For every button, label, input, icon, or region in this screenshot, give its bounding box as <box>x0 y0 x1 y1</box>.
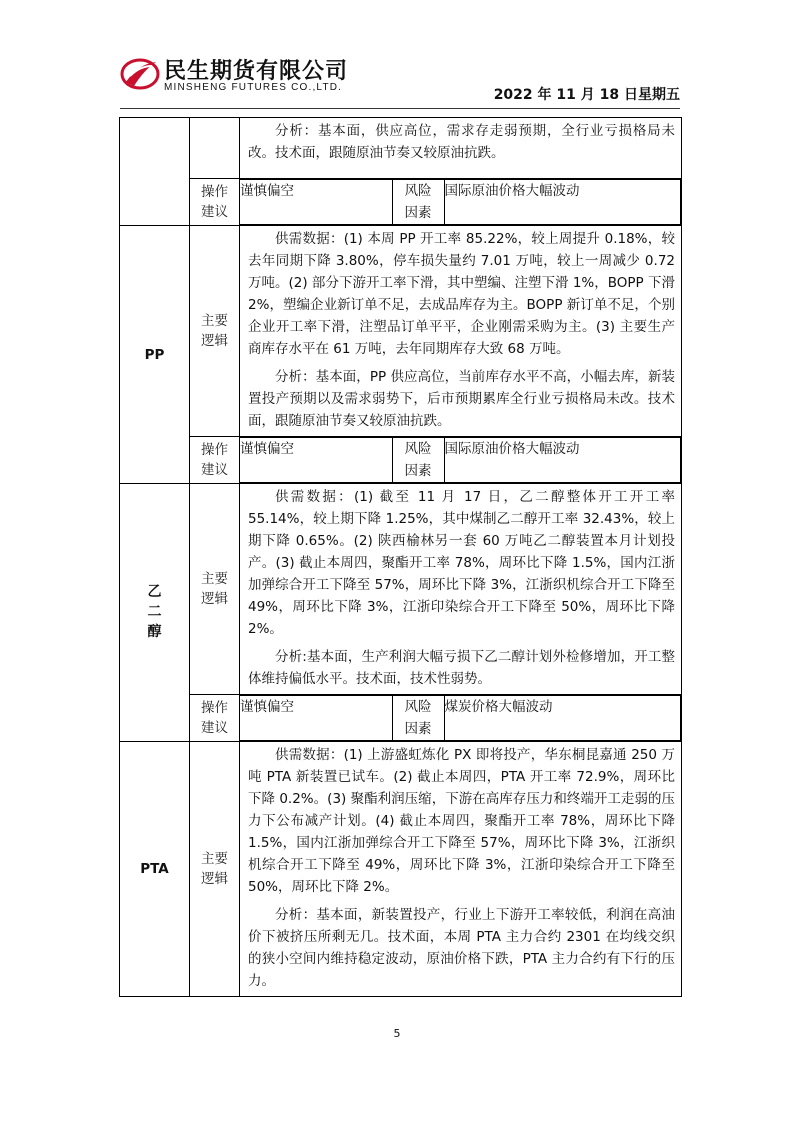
brand-name-cn: 民生期货有限公司 <box>164 59 349 84</box>
pta-product-cell <box>120 742 190 997</box>
report-date: 2022 年 11 月 18 日星期五 <box>493 87 680 103</box>
page-number: 5 <box>393 1027 401 1040</box>
eg-product-name: 乙二醇 <box>147 584 162 640</box>
pp-risk-label: 风险 因素 <box>392 438 444 483</box>
pp-op-value: 谨慎偏空 <box>240 438 392 483</box>
pp-risk-value: 国际原油价格大幅波动 <box>444 438 681 483</box>
prev-analysis-row <box>120 118 682 179</box>
eg-risk-value: 煤炭价格大幅波动 <box>444 696 681 741</box>
pta-logic-label: 主要 逻辑 <box>190 742 240 997</box>
eg-supply-text: 供需数据：(1) 截至 11 月 17 日，乙二醇整体开工开工率 55.14%，较上期下降 1.25%，其中煤制乙二醇开工率 32.43%，较上期下降 0.65%。(2) 陕西榆林另一套 60 万吨乙二醇装置本月计划投产。(3) 截止本周四，聚酯开工率 78%，周环比下降 1.5%，国内江浙加弹综合开工下降至 57%，周环比下降 3%，江浙织机综合开工下降至 49%，周环比下降 3%，江浙印染综合开工下降至 50%，周环比下降 2%。 <box>248 489 675 637</box>
pp-product-cell <box>120 226 190 484</box>
prev-op-value: 谨慎偏空 <box>240 180 392 225</box>
eg-analysis-text: 分析:基本面，生产利润大幅亏损下乙二醇计划外检修增加，开工整体维持偏低水平。技术面，技术性弱势。 <box>248 649 675 687</box>
pta-logic-row <box>120 742 682 997</box>
pp-op-row <box>120 437 682 484</box>
brand-name-en: MINSHENG FUTURES CO.,LTD. <box>164 82 343 93</box>
pta-product-name: PTA <box>140 861 169 877</box>
pp-supply-text: 供需数据：(1) 本周 PP 开工率 85.22%，较上周提升 0.18%，较去年同期下降 3.80%，停车损失量约 7.01 万吨，较上一周减少 0.72 万吨。(2) 部分下游开工率下滑，其中塑编、注塑下滑 1%，BOPP 下滑 2%，塑编企业新订单不足，去成品库存为主。BOPP 新订单不足，个别企业开工率下滑，注塑品订单平平，企业刚需采购为主。(3) 主要生产商库存水平在 61 万吨，去年同期库存大致 68 万吨。 <box>248 231 675 357</box>
eg-op-value: 谨慎偏空 <box>240 696 392 741</box>
eg-logic-row <box>120 484 682 695</box>
prev-op-label: 操作 建议 <box>190 179 240 226</box>
prev-logic-label <box>190 118 240 179</box>
logo-swoosh-icon <box>120 56 160 92</box>
pp-analysis-text: 分析：基本面，PP 供应高位，当前库存水平不高，小幅去库，新装置投产预期以及需求弱势下，后市预期累库全行业亏损格局未改。技术面，跟随原油节奏又较原油抗跌。 <box>248 369 675 429</box>
prev-analysis-text: 分析：基本面，供应高位，需求存走弱预期，全行业亏损格局未改。技术面，跟随原油节奏又较原油抗跌。 <box>248 123 675 161</box>
page-header <box>120 52 680 102</box>
pp-logic-row <box>120 226 682 437</box>
pp-logic-label: 主要 逻辑 <box>190 226 240 437</box>
prev-risk-value: 国际原油价格大幅波动 <box>444 180 681 225</box>
prev-product-cell <box>120 118 190 226</box>
prev-op-row <box>120 179 682 226</box>
company-logo <box>120 52 360 100</box>
commodity-table <box>119 117 682 997</box>
eg-risk-label: 风险 因素 <box>392 696 444 741</box>
header-divider <box>120 108 680 109</box>
eg-logic-label: 主要 逻辑 <box>190 484 240 695</box>
prev-risk-label: 风险 因素 <box>392 180 444 225</box>
eg-product-cell <box>120 484 190 742</box>
pp-product-name: PP <box>144 346 165 363</box>
eg-op-row <box>120 695 682 742</box>
pp-op-label: 操作 建议 <box>190 437 240 484</box>
eg-op-label: 操作 建议 <box>190 695 240 742</box>
pta-supply-text: 供需数据：(1) 上游盛虹炼化 PX 即将投产，华东桐昆嘉通 250 万吨 PTA 新装置已试车。(2) 截止本周四，PTA 开工率 72.9%，周环比下降 0.2%。(3) 聚酯利润压缩，下游在高库存压力和终端开工走弱的压力下公布减产计划。(4) 截止本周四，聚酯开工率 78%，周环比下降 1.5%，国内江浙加弹综合开工下降至 57%，周环比下降 3%，江浙织机综合开工下降至 49%，周环比下降 3%，江浙印染综合开工下降至 50%，周环比下降 2%。 <box>248 747 675 895</box>
pta-analysis-text: 分析：基本面，新装置投产，行业上下游开工率较低，利润在高油价下被挤压所剩无几。技术面，本周 PTA 主力合约 2301 在均线交织的狭小空间内维持稳定波动，原油价格下跌，PTA 主力合约有下行的压力。 <box>248 907 675 989</box>
